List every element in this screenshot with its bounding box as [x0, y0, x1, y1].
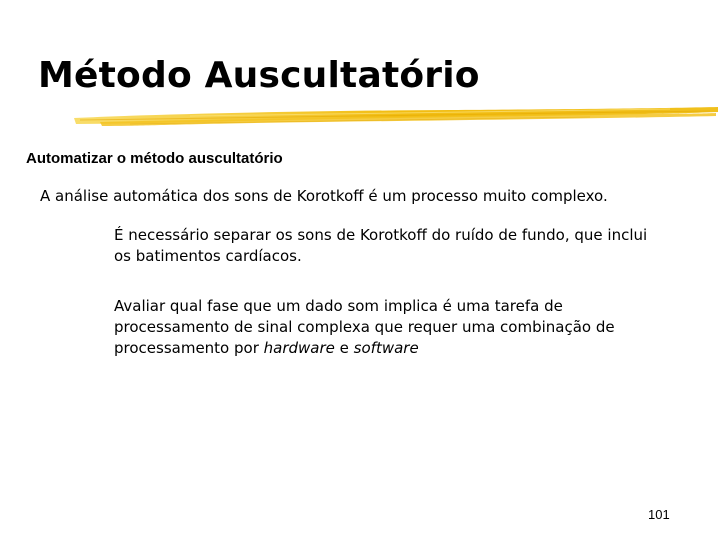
term-software: software — [353, 339, 419, 357]
bullet-level2-phase-text: Avaliar qual fase que um dado som implica é uma tarefa de processamento de sinal complexa que requer uma combinação de processamento por — [114, 297, 615, 357]
bullet-level2-noise: É necessário separar os sons de Korotkoff do ruído de fundo, que inclui os batimentos cardíacos. — [114, 226, 648, 265]
term-hardware: hardware — [263, 339, 335, 357]
section-heading: Automatizar o método auscultatório — [26, 150, 283, 167]
bullet-level2-phase — [114, 296, 654, 359]
title-underline-brushstroke — [70, 102, 720, 136]
page-number: 101 — [648, 507, 670, 522]
bullet-level1: A análise automática dos sons de Korotkoff é um processo muito complexo. — [40, 187, 608, 205]
connector-e: e — [334, 339, 354, 357]
slide-title: Método Auscultatório — [38, 55, 480, 96]
